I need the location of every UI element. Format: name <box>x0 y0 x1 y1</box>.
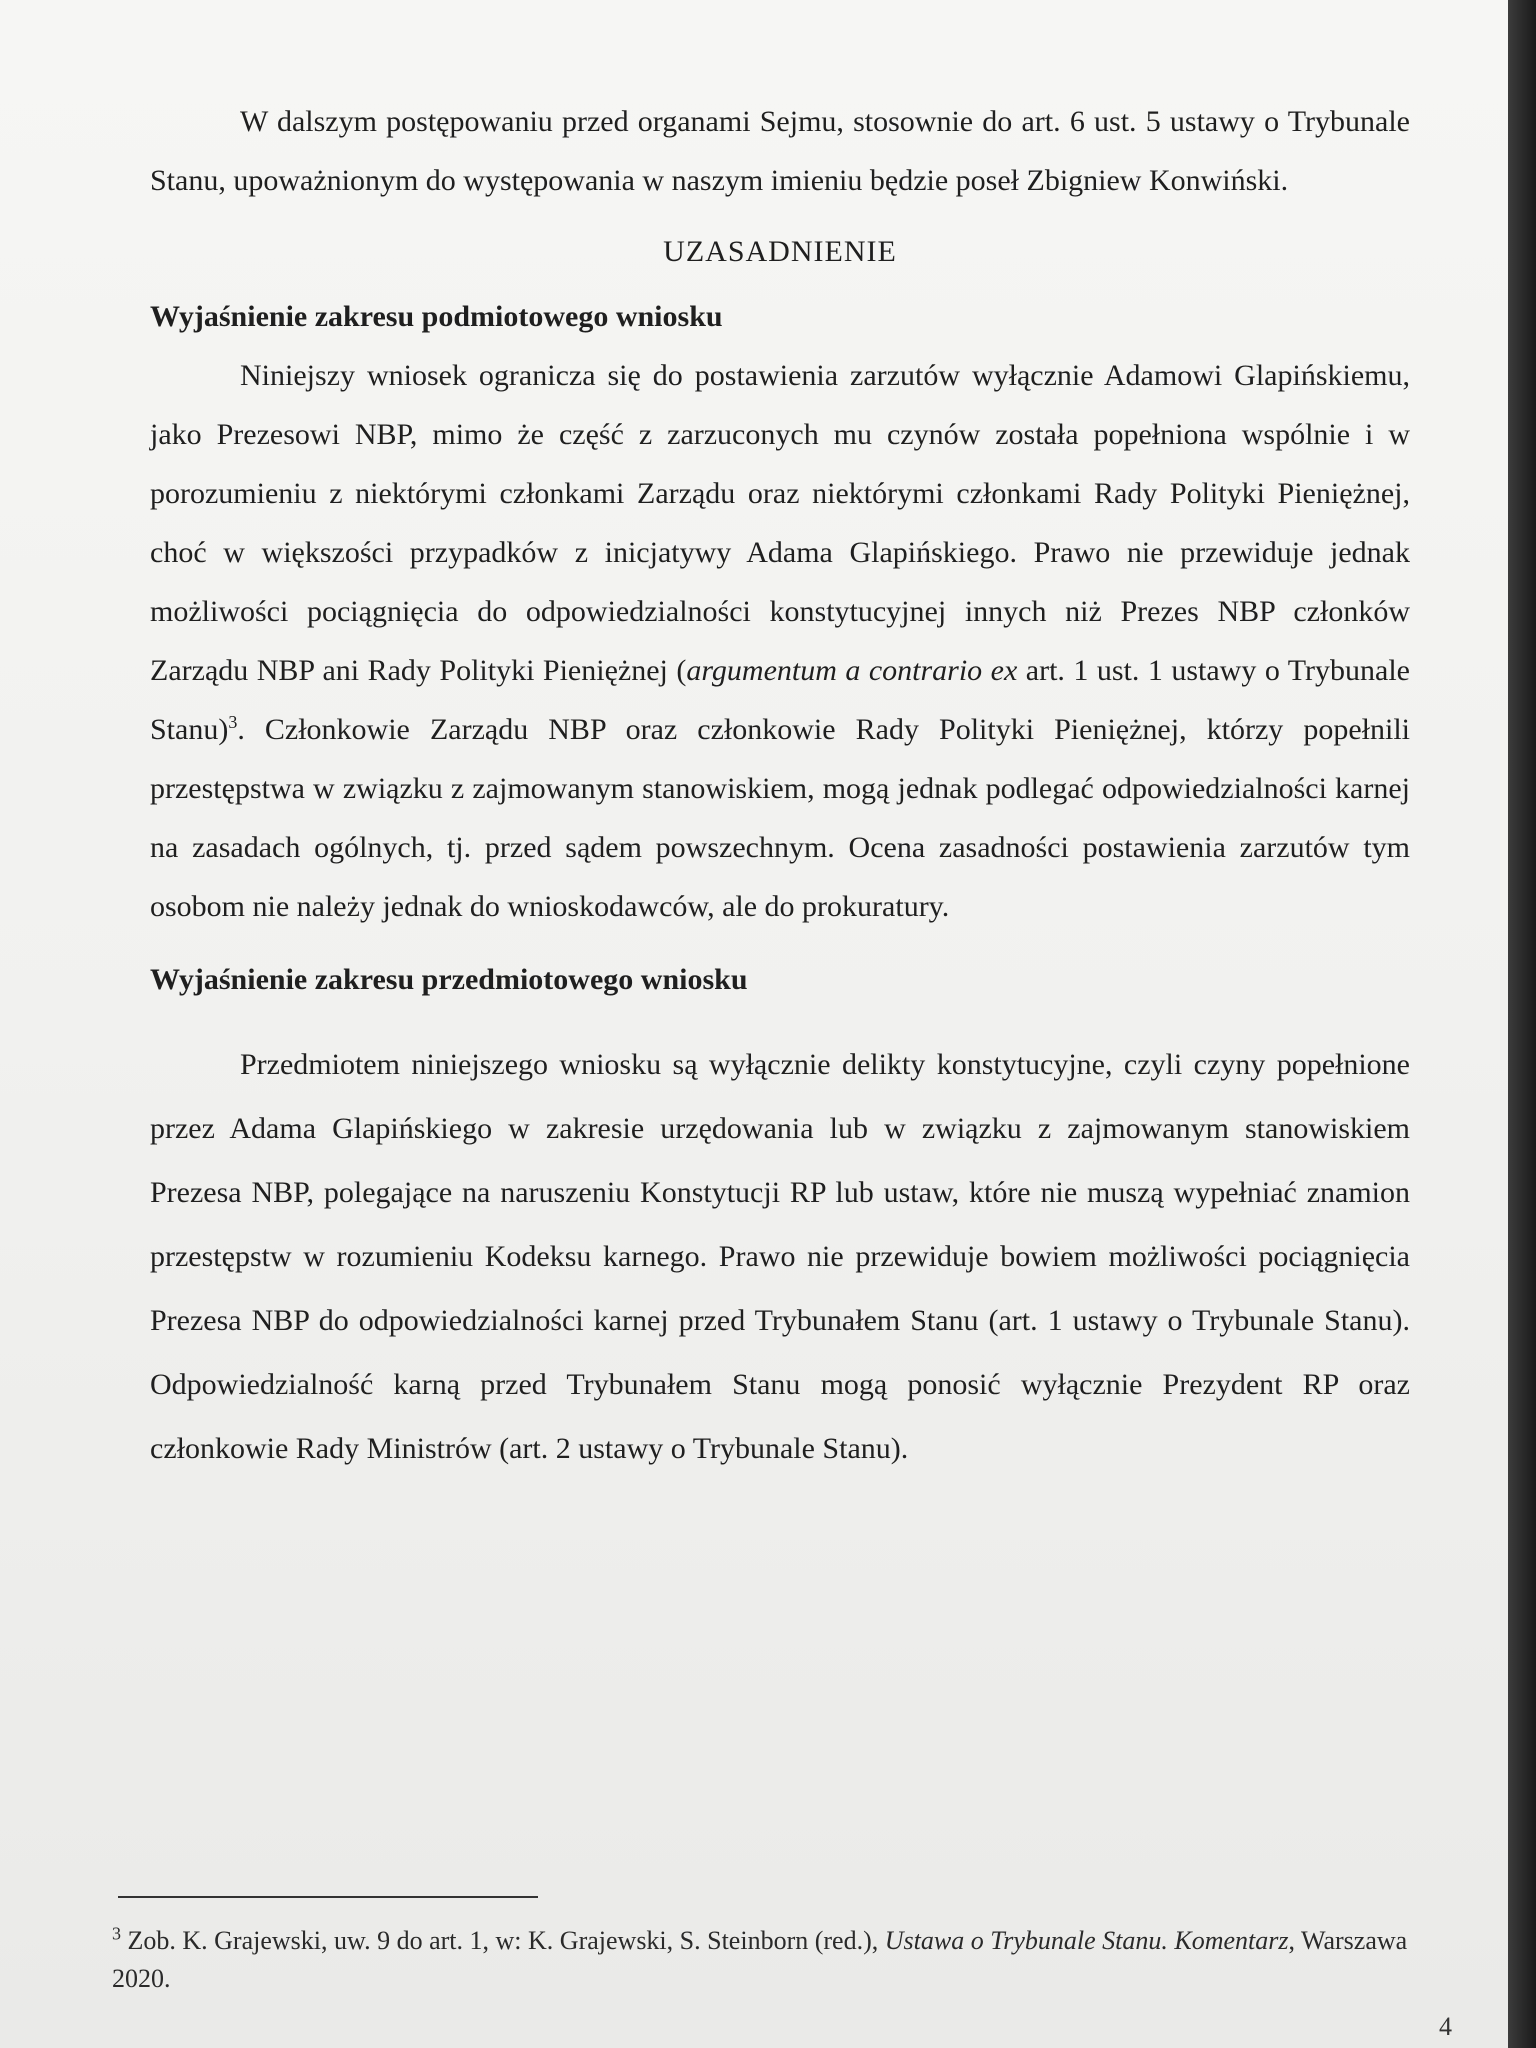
section2-paragraph: Przedmiotem niniejszego wniosku są wyłącznie delikty konstytucyjne, czyli czyny popełnione przez Adama Glapińskiego w zakresie urzędowania lub w związku z zajmowanym stanowiskiem Prezesa NBP, polegające na naruszeniu Konstytucji RP lub ustaw, które nie muszą wypełniać znamion przestępstw w rozumieniu Kodeksu karnego. Prawo nie przewiduje bowiem możliwości pociągnięcia Prezesa NBP do odpowiedzialności karnej przed Trybunałem Stanu (art. 1 ustawy o Trybunale Stanu). Odpowiedzialność karną przed Trybunałem Stanu mogą ponosić wyłącznie Prezydent RP oraz członkowie Rady Ministrów (art. 2 ustawy o Trybunale Stanu). <box>150 1048 1410 1465</box>
section1-text-end: . Członkowie Zarządu NBP oraz członkowie Rady Polityki Pieniężnej, którzy popełnili przestępstwa w związku z zajmowanym stanowiskiem, mogą jednak podlegać odpowiedzialności karnej na zasadach ogólnych, tj. przed sądem powszechnym. Ocena zasadności postawienia zarzutów tym osobom nie należy jednak do wnioskodawców, ale do prokuratury. <box>150 713 1410 923</box>
section1-paragraph <box>150 346 1410 936</box>
footnote-number: 3 <box>112 1923 121 1944</box>
document-body <box>150 92 1410 1481</box>
section1-text-mid: art. 1 ust. 1 ustawy o Trybunale Stanu) <box>150 654 1410 746</box>
page-edge-shadow <box>1508 0 1536 2048</box>
section2-title: Wyjaśnienie zakresu przedmiotowego wniosku <box>150 963 748 996</box>
section1-title: Wyjaśnienie zakresu podmiotowego wniosku <box>150 300 723 333</box>
footnote-reference[interactable]: 3 <box>228 712 238 732</box>
footnote <box>112 1922 1442 1998</box>
footnote-italic-title: Ustawa o Trybunale Stanu. Komentarz <box>884 1926 1289 1955</box>
footnote-text-start: Zob. K. Grajewski, uw. 9 do art. 1, w: K. Grajewski, S. Steinborn (red.), <box>121 1926 885 1955</box>
section-heading: UZASADNIENIE <box>663 235 897 268</box>
intro-paragraph: W dalszym postępowaniu przed organami Sejmu, stosownie do art. 6 ust. 5 ustawy o Trybunale Stanu, upoważnionym do występowania w naszym imieniu będzie poseł Zbigniew Konwiński. <box>150 105 1410 197</box>
footnote-divider <box>118 1896 538 1898</box>
section1-italic-phrase: argumentum a contrario ex <box>686 654 1018 687</box>
page-number: 4 <box>1439 2012 1452 2041</box>
footnote-text-end: , Warszawa 2020. <box>112 1926 1408 1993</box>
section1-text-start: Niniejszy wniosek ogranicza się do postawienia zarzutów wyłącznie Adamowi Glapińskiemu, jako Prezesowi NBP, mimo że część z zarzuconych mu czynów została popełniona wspólnie i w porozumieniu z niektórymi członkami Zarządu oraz niektórymi członkami Rady Polityki Pieniężnej, choć w większości przypadków z inicjatywy Adama Glapińskiego. Prawo nie przewiduje jednak możliwości pociągnięcia do odpowiedzialności konstytucyjnej innych niż Prezes NBP członków Zarządu NBP ani Rady Polityki Pieniężnej ( <box>150 359 1410 687</box>
